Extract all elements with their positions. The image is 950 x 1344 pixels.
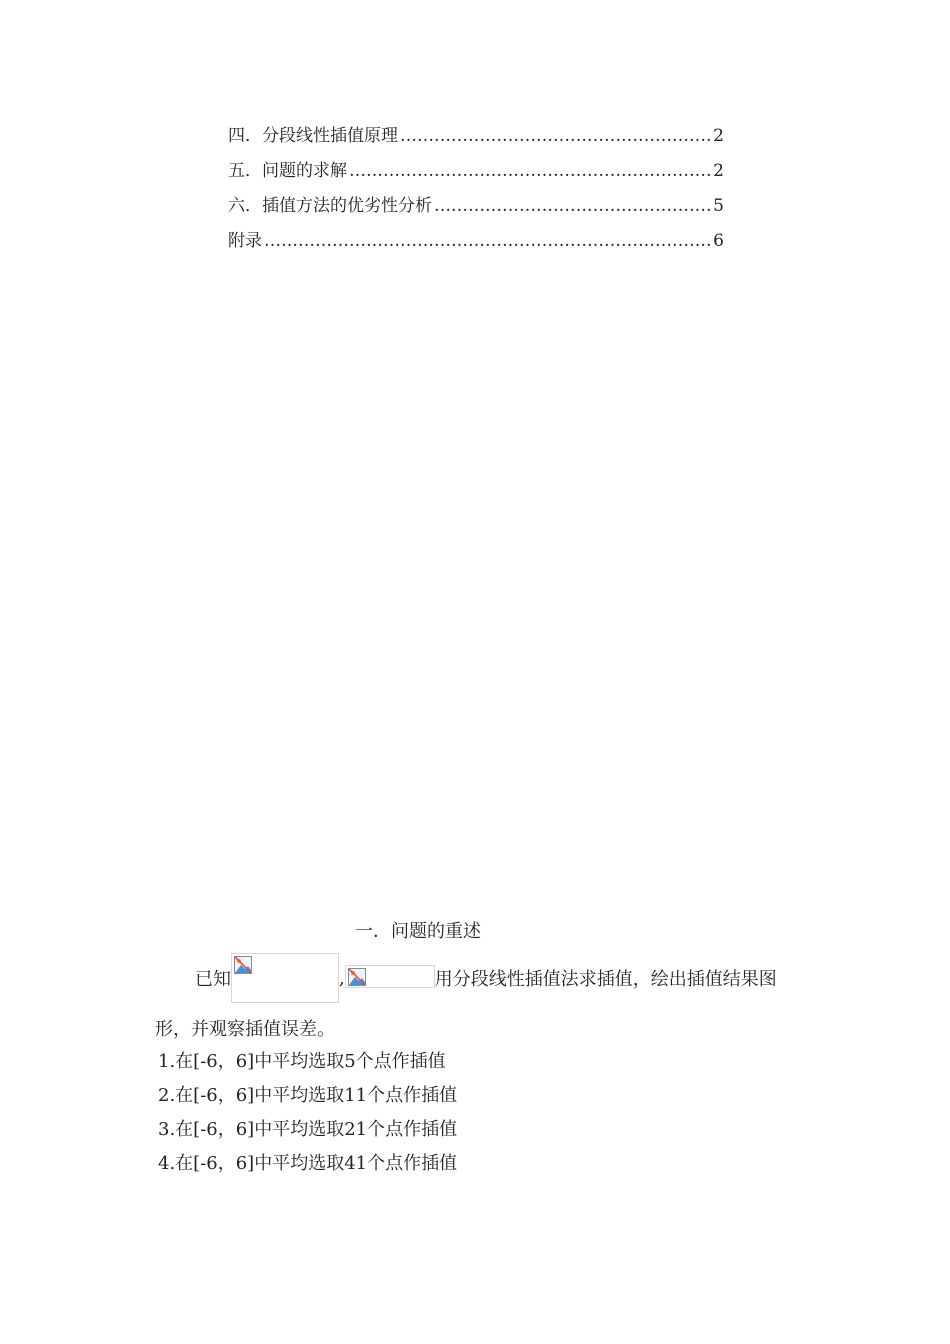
paragraph-suffix: 用分段线性插值法求插值，绘出插值结果图 <box>434 969 777 990</box>
list-item: 4.在[-6，6]中平均选取41个点作插值 <box>158 1153 458 1174</box>
toc-leader-dots <box>400 125 711 147</box>
paragraph-prefix: 已知 <box>195 969 231 990</box>
list-item: 3.在[-6，6]中平均选取21个点作插值 <box>158 1119 458 1140</box>
broken-image-icon <box>348 968 366 986</box>
paragraph-separator: , <box>339 967 345 989</box>
problem-statement-continuation: 形，并观察插值误差。 <box>155 1019 335 1040</box>
broken-image-icon <box>234 956 252 974</box>
toc-entry[interactable] <box>228 160 724 195</box>
toc-entry-page: 5 <box>713 196 724 216</box>
toc-leader-dots <box>264 230 711 252</box>
toc-entry[interactable] <box>228 230 724 265</box>
toc-leader-dots <box>434 195 711 217</box>
formula-image-placeholder <box>345 965 435 988</box>
toc-entry-label: 四．分段线性插值原理 <box>228 126 398 146</box>
table-of-contents <box>228 125 724 265</box>
list-item: 1.在[-6，6]中平均选取5个点作插值 <box>158 1051 446 1072</box>
list-item: 2.在[-6，6]中平均选取11个点作插值 <box>158 1085 458 1106</box>
toc-entry-page: 6 <box>713 231 724 251</box>
formula-image-placeholder <box>231 953 339 1003</box>
toc-entry-page: 2 <box>713 126 724 146</box>
toc-entry-page: 2 <box>713 161 724 181</box>
problem-statement-line <box>195 952 777 1004</box>
toc-entry-label: 六．插值方法的优劣性分析 <box>228 196 432 216</box>
toc-entry[interactable] <box>228 195 724 230</box>
toc-entry-label: 附录 <box>228 231 262 251</box>
toc-entry-label: 五．问题的求解 <box>228 161 347 181</box>
toc-entry[interactable] <box>228 125 724 160</box>
task-list <box>158 1048 457 1184</box>
section-heading: 一．问题的重述 <box>355 921 481 942</box>
toc-leader-dots <box>349 160 711 182</box>
